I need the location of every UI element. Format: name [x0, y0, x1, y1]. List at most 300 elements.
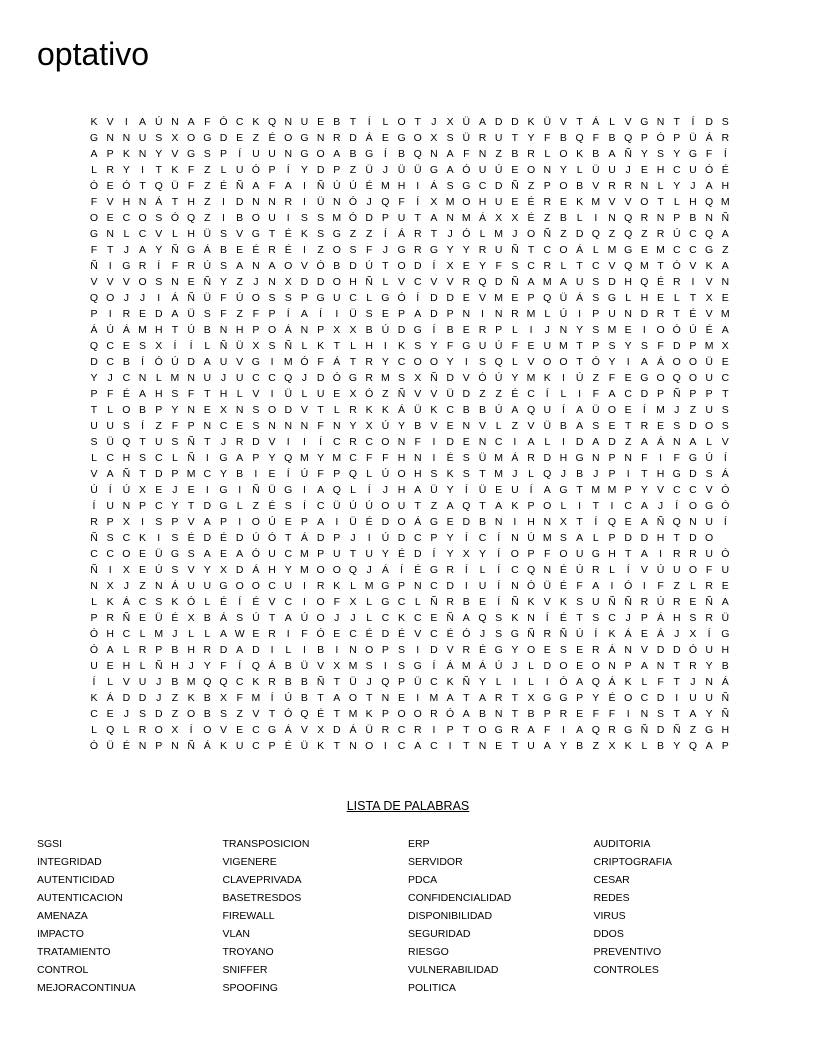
grid-letter: R — [527, 148, 536, 160]
grid-letter: Ú — [381, 468, 390, 480]
grid-letter: A — [268, 260, 276, 272]
grid-letter: B — [608, 132, 616, 144]
grid-letter: G — [187, 148, 196, 160]
grid-letter: E — [576, 644, 584, 656]
grid-letter: É — [268, 132, 276, 144]
grid-letter: P — [155, 404, 163, 416]
grid-letter: T — [90, 404, 98, 416]
grid-letter: É — [219, 180, 228, 192]
grid-letter: P — [155, 740, 163, 752]
grid-letter: Á — [252, 564, 260, 576]
grid-letter: L — [382, 276, 389, 288]
grid-letter: Y — [608, 356, 616, 368]
grid-letter: Í — [238, 148, 242, 160]
grid-letter: X — [171, 724, 179, 736]
grid-letter: N — [154, 580, 163, 592]
grid-letter: G — [219, 500, 228, 512]
grid-letter: R — [316, 580, 325, 592]
grid-letter: I — [416, 692, 420, 704]
grid-row — [86, 482, 734, 498]
grid-letter: P — [495, 324, 503, 336]
grid-letter: Í — [626, 564, 630, 576]
grid-letter: P — [592, 308, 600, 320]
grid-letter: É — [478, 644, 487, 656]
grid-letter: D — [300, 276, 309, 288]
grid-letter: Y — [446, 244, 454, 256]
grid-letter: M — [364, 580, 374, 592]
grid-letter: Ü — [462, 116, 471, 128]
grid-row — [86, 546, 734, 562]
grid-letter: Y — [381, 548, 390, 560]
grid-letter: A — [705, 740, 713, 752]
grid-letter: E — [462, 260, 471, 272]
grid-letter: Á — [398, 404, 406, 416]
grid-letter: R — [413, 244, 422, 256]
grid-letter: B — [349, 148, 357, 160]
grid-letter: F — [544, 132, 551, 144]
grid-letter: S — [446, 180, 454, 192]
grid-letter: S — [171, 436, 179, 448]
grid-letter: O — [332, 244, 342, 256]
grid-letter: Q — [705, 196, 714, 208]
grid-letter: I — [578, 308, 582, 320]
grid-letter: V — [640, 564, 649, 576]
word-item: SEGURIDAD — [408, 928, 471, 940]
word-item: REDES — [593, 892, 630, 904]
grid-letter: K — [300, 228, 309, 240]
grid-letter: T — [463, 740, 470, 752]
grid-letter: E — [511, 292, 519, 304]
grid-letter: P — [398, 580, 406, 592]
grid-letter: R — [462, 644, 471, 656]
grid-letter: Í — [497, 580, 501, 592]
grid-letter: Í — [416, 292, 420, 304]
grid-letter: D — [462, 388, 471, 400]
grid-letter: B — [300, 676, 309, 688]
grid-letter: E — [462, 324, 471, 336]
grid-letter: T — [139, 180, 146, 192]
grid-letter: C — [90, 548, 98, 560]
grid-letter: M — [380, 372, 390, 384]
grid-letter: B — [317, 644, 325, 656]
grid-letter: G — [89, 228, 99, 240]
grid-letter: O — [559, 660, 568, 672]
grid-letter: É — [252, 596, 260, 608]
grid-letter: A — [106, 468, 114, 480]
grid-letter: U — [397, 500, 406, 512]
grid-letter: T — [527, 244, 535, 256]
grid-letter: G — [316, 292, 325, 304]
grid-letter: E — [398, 692, 406, 704]
grid-letter: L — [220, 164, 227, 176]
grid-letter: Y — [511, 644, 519, 656]
grid-letter: O — [607, 404, 617, 416]
grid-letter: O — [251, 580, 261, 592]
grid-letter: V — [414, 388, 422, 400]
grid-letter: L — [172, 228, 179, 240]
grid-letter: L — [366, 292, 373, 304]
grid-letter: R — [122, 308, 131, 320]
word-item: INTEGRIDAD — [37, 856, 102, 868]
grid-letter: Í — [432, 548, 436, 560]
grid-letter: D — [122, 692, 131, 704]
grid-letter: J — [350, 532, 356, 544]
grid-letter: Ü — [721, 612, 730, 624]
grid-letter: O — [365, 740, 374, 752]
grid-letter: Y — [446, 548, 454, 560]
grid-letter: S — [657, 148, 665, 160]
grid-letter: S — [203, 308, 212, 320]
grid-letter: É — [608, 692, 616, 704]
grid-letter: N — [349, 644, 357, 656]
grid-letter: S — [139, 340, 147, 352]
grid-letter: Ü — [171, 180, 179, 192]
grid-letter: H — [624, 276, 633, 288]
grid-letter: Á — [300, 532, 309, 544]
grid-letter: T — [479, 500, 486, 512]
grid-letter: Q — [381, 196, 390, 208]
grid-letter: U — [219, 356, 228, 368]
grid-row — [86, 530, 734, 546]
grid-letter: K — [365, 404, 373, 416]
grid-letter: Í — [189, 724, 193, 736]
grid-letter: Ú — [672, 228, 681, 240]
grid-letter: V — [462, 372, 471, 384]
grid-letter: A — [236, 548, 244, 560]
grid-letter: Ú — [365, 500, 374, 512]
grid-letter: I — [513, 676, 517, 688]
grid-letter: P — [333, 164, 341, 176]
grid-letter: D — [252, 644, 260, 656]
grid-letter: V — [317, 660, 325, 672]
grid-letter: I — [302, 436, 307, 448]
grid-letter: T — [673, 660, 681, 672]
grid-letter: D — [252, 436, 260, 448]
grid-letter: T — [479, 468, 486, 480]
grid-letter: C — [689, 484, 697, 496]
grid-letter: C — [527, 388, 536, 400]
grid-letter: S — [365, 308, 373, 320]
grid-letter: F — [576, 580, 584, 592]
grid-letter: L — [609, 116, 616, 128]
grid-letter: L — [609, 564, 616, 576]
grid-letter: Ú — [494, 660, 503, 672]
grid-letter: N — [608, 212, 616, 224]
grid-letter: H — [656, 532, 665, 544]
grid-letter: S — [673, 420, 681, 432]
grid-letter: S — [576, 596, 584, 608]
grid-letter: J — [512, 660, 518, 672]
grid-letter: R — [721, 132, 730, 144]
grid-letter: G — [300, 132, 309, 144]
grid-letter: L — [511, 356, 518, 368]
grid-letter: V — [236, 356, 244, 368]
grid-letter: Í — [497, 564, 501, 576]
grid-letter: Ñ — [397, 388, 406, 400]
grid-letter: P — [90, 612, 98, 624]
grid-letter: Q — [381, 676, 390, 688]
grid-letter: U — [138, 132, 147, 144]
grid-letter: D — [575, 436, 584, 448]
grid-letter: O — [543, 500, 552, 512]
grid-letter: G — [413, 324, 423, 336]
grid-letter: F — [317, 420, 325, 432]
grid-letter: X — [155, 340, 163, 352]
grid-letter: C — [721, 372, 730, 384]
grid-letter: Q — [284, 372, 293, 384]
grid-letter: Q — [591, 724, 601, 736]
grid-letter: N — [122, 500, 131, 512]
grid-letter: Ú — [333, 180, 341, 192]
grid-letter: Á — [365, 132, 373, 144]
grid-letter: P — [398, 308, 406, 320]
grid-letter: H — [397, 180, 406, 192]
grid-letter: H — [106, 628, 115, 640]
grid-letter: E — [495, 484, 503, 496]
grid-letter: M — [526, 372, 536, 384]
grid-letter: A — [90, 148, 98, 160]
grid-letter: F — [317, 356, 325, 368]
grid-letter: G — [187, 244, 196, 256]
grid-letter: G — [348, 372, 358, 384]
grid-letter: K — [576, 196, 584, 208]
grid-letter: P — [657, 388, 665, 400]
grid-letter: P — [608, 468, 616, 480]
grid-letter: Y — [203, 564, 212, 576]
grid-letter: N — [284, 148, 293, 160]
grid-letter: É — [187, 532, 195, 544]
grid-letter: X — [511, 212, 519, 224]
grid-letter: G — [705, 244, 714, 256]
grid-letter: I — [286, 628, 290, 640]
grid-letter: U — [235, 740, 244, 752]
grid-letter: U — [235, 164, 244, 176]
grid-letter: M — [154, 628, 164, 640]
grid-letter: G — [170, 548, 180, 560]
grid-letter: K — [90, 116, 98, 128]
grid-letter: F — [608, 708, 616, 720]
grid-letter: Á — [122, 596, 131, 608]
word-search-grid — [86, 114, 734, 754]
grid-letter: U — [527, 740, 536, 752]
grid-letter: Ú — [381, 532, 390, 544]
grid-letter: I — [561, 372, 566, 384]
grid-letter: N — [300, 420, 309, 432]
grid-letter: S — [155, 212, 163, 224]
grid-letter: Á — [446, 660, 454, 672]
grid-letter: T — [333, 708, 341, 720]
grid-letter: W — [234, 628, 245, 640]
grid-letter: A — [446, 692, 454, 704]
grid-letter: D — [494, 116, 503, 128]
grid-letter: F — [106, 388, 114, 400]
grid-letter: O — [381, 500, 390, 512]
grid-letter: A — [171, 308, 179, 320]
grid-letter: D — [608, 276, 616, 288]
grid-letter: I — [416, 180, 420, 192]
grid-letter: D — [235, 532, 244, 544]
grid-letter: U — [333, 548, 341, 560]
grid-letter: R — [203, 644, 212, 656]
grid-letter: Ü — [300, 740, 309, 752]
grid-letter: H — [349, 276, 357, 288]
grid-letter: H — [187, 644, 196, 656]
grid-letter: O — [138, 212, 147, 224]
grid-letter: É — [284, 244, 292, 256]
grid-letter: E — [511, 164, 519, 176]
grid-letter: Ú — [122, 484, 131, 496]
grid-letter: Ó — [462, 628, 471, 640]
grid-letter: B — [414, 420, 422, 432]
grid-letter: S — [155, 132, 163, 144]
grid-letter: Ó — [300, 356, 309, 368]
grid-letter: A — [300, 308, 309, 320]
grid-letter: P — [673, 132, 681, 144]
grid-letter: I — [383, 660, 388, 672]
grid-letter: L — [576, 164, 583, 176]
grid-letter: I — [464, 580, 468, 592]
grid-letter: Q — [624, 260, 633, 272]
grid-letter: U — [187, 580, 196, 592]
grid-letter: H — [656, 468, 665, 480]
grid-letter: T — [285, 532, 292, 544]
grid-letter: F — [365, 244, 373, 256]
grid-letter: I — [416, 644, 420, 656]
grid-letter: J — [253, 276, 259, 288]
grid-letter: X — [317, 724, 325, 736]
grid-letter: R — [672, 276, 681, 288]
grid-letter: F — [301, 628, 308, 640]
grid-letter: D — [689, 420, 697, 432]
grid-letter: K — [252, 676, 260, 688]
grid-letter: P — [381, 212, 390, 224]
grid-letter: V — [171, 148, 179, 160]
grid-letter: T — [317, 692, 325, 704]
grid-letter: D — [640, 388, 649, 400]
grid-letter: N — [171, 276, 179, 288]
grid-letter: D — [203, 500, 212, 512]
grid-letter: Ü — [478, 452, 487, 464]
grid-letter: L — [301, 388, 308, 400]
grid-letter: R — [705, 612, 714, 624]
grid-letter: Ñ — [721, 708, 730, 720]
grid-letter: G — [624, 724, 633, 736]
grid-letter: J — [382, 164, 389, 176]
grid-letter: B — [478, 516, 487, 528]
grid-letter: F — [171, 260, 179, 272]
grid-letter: X — [430, 132, 438, 144]
grid-letter: X — [608, 740, 616, 752]
grid-letter: R — [559, 708, 568, 720]
grid-row — [86, 242, 734, 258]
grid-letter: J — [156, 676, 162, 688]
grid-letter: E — [139, 564, 147, 576]
grid-letter: J — [172, 628, 178, 640]
grid-letter: P — [219, 516, 228, 528]
grid-letter: I — [659, 548, 663, 560]
grid-letter: C — [640, 692, 649, 704]
grid-letter: J — [674, 404, 680, 416]
grid-letter: S — [608, 340, 616, 352]
grid-letter: E — [333, 388, 341, 400]
grid-letter: T — [187, 500, 195, 512]
grid-letter: G — [721, 628, 730, 640]
grid-letter: N — [122, 132, 131, 144]
grid-letter: Ñ — [656, 516, 665, 528]
grid-letter: U — [90, 660, 98, 672]
grid-letter: Í — [286, 164, 290, 176]
grid-letter: É — [398, 548, 406, 560]
grid-letter: Ü — [154, 548, 163, 560]
grid-letter: Á — [203, 740, 212, 752]
grid-letter: Ú — [689, 324, 697, 336]
word-item: AUTENTICIDAD — [37, 874, 115, 886]
grid-letter: N — [333, 196, 341, 208]
grid-letter: Q — [624, 132, 633, 144]
grid-letter: L — [139, 660, 146, 672]
grid-letter: Ü — [413, 404, 422, 416]
grid-letter: T — [430, 228, 438, 240]
grid-letter: Q — [300, 708, 309, 720]
grid-letter: C — [543, 244, 552, 256]
grid-letter: Á — [203, 244, 212, 256]
grid-letter: D — [154, 308, 163, 320]
grid-letter: L — [204, 628, 211, 640]
grid-letter: T — [673, 676, 681, 688]
grid-letter: F — [705, 564, 713, 576]
grid-letter: Ú — [154, 116, 163, 128]
grid-letter: É — [171, 612, 179, 624]
grid-letter: A — [705, 180, 713, 192]
grid-letter: F — [673, 452, 681, 464]
grid-letter: K — [139, 532, 147, 544]
grid-letter: Ü — [300, 660, 309, 672]
grid-letter: C — [494, 436, 503, 448]
grid-letter: P — [300, 516, 309, 528]
grid-letter: Ñ — [365, 276, 374, 288]
grid-letter: D — [154, 708, 163, 720]
grid-letter: E — [462, 436, 471, 448]
grid-letter: D — [187, 356, 196, 368]
grid-letter: X — [349, 388, 357, 400]
grid-letter: O — [316, 612, 325, 624]
grid-letter: T — [171, 196, 179, 208]
grid-letter: I — [108, 260, 112, 272]
grid-letter: Ó — [656, 132, 665, 144]
grid-letter: V — [527, 356, 535, 368]
grid-letter: N — [187, 404, 196, 416]
grid-letter: L — [560, 260, 567, 272]
grid-letter: V — [300, 260, 309, 272]
grid-letter: S — [478, 356, 487, 368]
grid-letter: U — [705, 404, 714, 416]
grid-letter: J — [625, 164, 631, 176]
grid-letter: S — [365, 660, 373, 672]
grid-letter: F — [317, 468, 325, 480]
grid-letter: C — [430, 628, 438, 640]
grid-letter: I — [432, 452, 436, 464]
grid-letter: Ú — [268, 516, 277, 528]
grid-letter: A — [139, 116, 147, 128]
grid-letter: M — [494, 468, 504, 480]
grid-letter: M — [332, 212, 342, 224]
grid-letter: Ó — [187, 596, 196, 608]
grid-letter: M — [591, 196, 601, 208]
grid-letter: F — [592, 132, 600, 144]
grid-letter: Z — [139, 580, 146, 592]
word-column — [223, 835, 409, 997]
grid-letter: U — [672, 564, 681, 576]
